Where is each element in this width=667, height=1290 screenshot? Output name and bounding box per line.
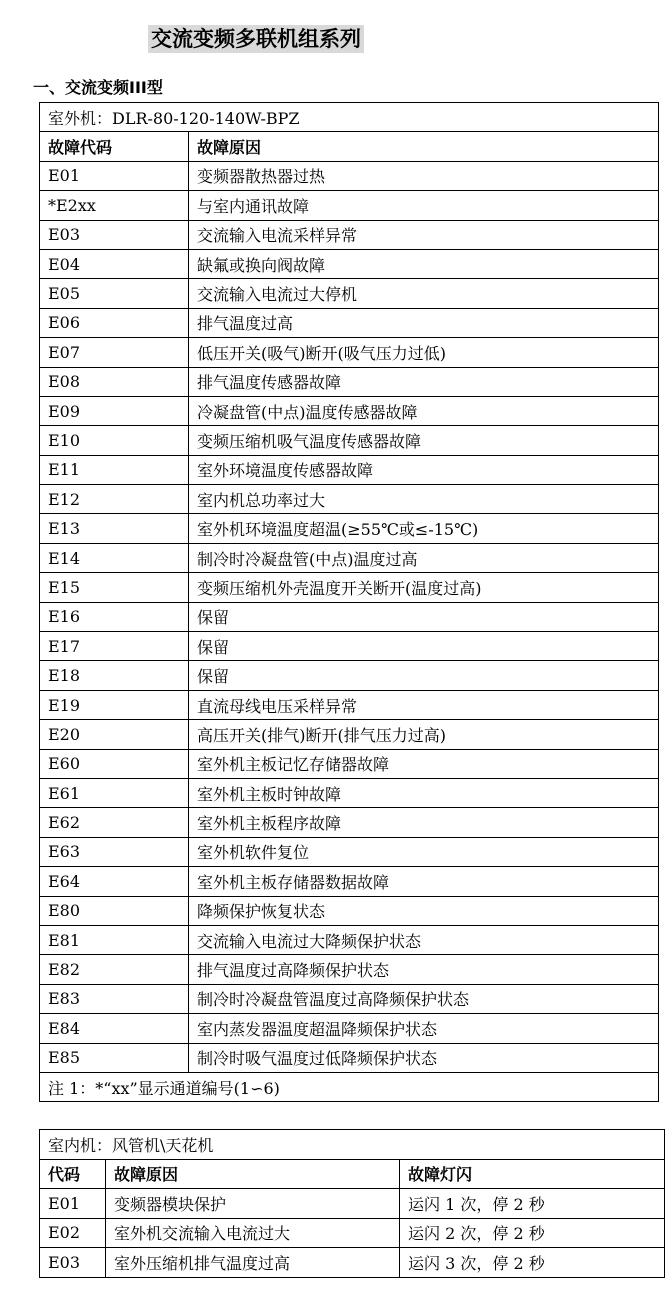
table-row [40,485,659,514]
table-row [40,984,659,1013]
table-row [40,867,659,896]
outdoor-fault-table [39,102,659,1102]
outdoor-note: 注 1：*“xx”显示通道编号(1∽6) [40,1072,659,1101]
table-row [40,661,659,690]
fault-code-cell: E01 [40,161,189,190]
table-row [40,1189,665,1219]
cause-cell: 室外机交流输入电流过大 [106,1218,400,1248]
header-cause: 故障原因 [106,1159,400,1189]
fault-cause-cell: 保留 [189,661,659,690]
fault-code-cell: *E2xx [40,191,189,220]
header-fault-cause: 故障原因 [189,132,659,161]
fault-cause-cell: 排气温度过高降频保护状态 [189,955,659,984]
table-row [40,543,659,572]
table-row [40,837,659,866]
fault-code-cell: E11 [40,455,189,484]
table-row [40,455,659,484]
indoor-header-row [40,1159,665,1189]
fault-code-cell: E07 [40,338,189,367]
table-row [40,514,659,543]
fault-code-cell: E19 [40,690,189,719]
fault-cause-cell: 直流母线电压采样异常 [189,690,659,719]
fault-code-cell: E80 [40,896,189,925]
table-row [40,249,659,278]
outdoor-caption: 室外机：DLR-80-120-140W-BPZ [40,103,659,132]
fault-code-cell: E84 [40,1014,189,1043]
fault-code-cell: E04 [40,249,189,278]
fault-code-cell: E13 [40,514,189,543]
fault-cause-cell: 室内蒸发器温度超温降频保护状态 [189,1014,659,1043]
table-row [40,1043,659,1072]
fault-cause-cell: 高压开关(排气)断开(排气压力过高) [189,720,659,749]
document-title: 交流变频多联机组系列 [148,25,364,53]
table-row [40,161,659,190]
table-row [40,808,659,837]
table-row [40,426,659,455]
fault-cause-cell: 排气温度过高 [189,308,659,337]
outdoor-header-row [40,132,659,161]
table-row [40,690,659,719]
table-row [40,573,659,602]
code-cell: E02 [40,1218,106,1248]
fault-cause-cell: 低压开关(吸气)断开(吸气压力过低) [189,338,659,367]
fault-cause-cell: 交流输入电流采样异常 [189,220,659,249]
table-row [40,220,659,249]
fault-code-cell: E60 [40,749,189,778]
cause-cell: 室外压缩机排气温度过高 [106,1248,400,1278]
fault-cause-cell: 交流输入电流过大停机 [189,279,659,308]
table-row [40,338,659,367]
fault-code-cell: E61 [40,778,189,807]
fault-code-cell: E62 [40,808,189,837]
indoor-caption-row [40,1130,665,1160]
table-row [40,367,659,396]
fault-cause-cell: 室外机主板存储器数据故障 [189,867,659,896]
fault-cause-cell: 室外环境温度传感器故障 [189,455,659,484]
blink-cell: 运闪 1 次，停 2 秒 [400,1189,665,1219]
fault-code-cell: E12 [40,485,189,514]
fault-code-cell: E82 [40,955,189,984]
fault-code-cell: E05 [40,279,189,308]
table-row [40,749,659,778]
fault-cause-cell: 变频压缩机外壳温度开关断开(温度过高) [189,573,659,602]
code-cell: E01 [40,1189,106,1219]
table-row [40,955,659,984]
table-row [40,1218,665,1248]
fault-cause-cell: 室外机环境温度超温(≥55℃或≤-15℃) [189,514,659,543]
table-row [40,191,659,220]
fault-code-cell: E81 [40,925,189,954]
fault-cause-cell: 制冷时冷凝盘管(中点)温度过高 [189,543,659,572]
table-row [40,1248,665,1278]
fault-cause-cell: 与室内通讯故障 [189,191,659,220]
table-row [40,925,659,954]
section-heading: 一、交流变频III型 [33,78,163,97]
fault-code-cell: E06 [40,308,189,337]
fault-code-cell: E16 [40,602,189,631]
fault-cause-cell: 变频压缩机吸气温度传感器故障 [189,426,659,455]
cause-cell: 变频器模块保护 [106,1189,400,1219]
indoor-fault-table [39,1129,665,1278]
table-row [40,602,659,631]
fault-code-cell: E64 [40,867,189,896]
fault-cause-cell: 排气温度传感器故障 [189,367,659,396]
fault-code-cell: E20 [40,720,189,749]
fault-cause-cell: 制冷时吸气温度过低降频保护状态 [189,1043,659,1072]
fault-cause-cell: 室内机总功率过大 [189,485,659,514]
fault-cause-cell: 室外机软件复位 [189,837,659,866]
table-row [40,720,659,749]
table-row [40,396,659,425]
blink-cell: 运闪 2 次，停 2 秒 [400,1218,665,1248]
fault-code-cell: E17 [40,632,189,661]
fault-code-cell: E63 [40,837,189,866]
fault-code-cell: E10 [40,426,189,455]
table-row [40,632,659,661]
fault-code-cell: E85 [40,1043,189,1072]
fault-cause-cell: 变频器散热器过热 [189,161,659,190]
fault-code-cell: E09 [40,396,189,425]
fault-cause-cell: 交流输入电流过大降频保护状态 [189,925,659,954]
fault-cause-cell: 室外机主板时钟故障 [189,778,659,807]
outdoor-note-row [40,1072,659,1101]
header-code: 代码 [40,1159,106,1189]
fault-code-cell: E03 [40,220,189,249]
fault-code-cell: E18 [40,661,189,690]
table-row [40,308,659,337]
fault-cause-cell: 制冷时冷凝盘管温度过高降频保护状态 [189,984,659,1013]
fault-code-cell: E83 [40,984,189,1013]
fault-code-cell: E08 [40,367,189,396]
fault-cause-cell: 保留 [189,632,659,661]
fault-cause-cell: 降频保护恢复状态 [189,896,659,925]
table-row [40,1014,659,1043]
fault-cause-cell: 室外机主板记忆存储器故障 [189,749,659,778]
fault-code-cell: E14 [40,543,189,572]
header-fault-code: 故障代码 [40,132,189,161]
blink-cell: 运闪 3 次，停 2 秒 [400,1248,665,1278]
fault-cause-cell: 冷凝盘管(中点)温度传感器故障 [189,396,659,425]
table-row [40,778,659,807]
table-row [40,896,659,925]
table-row [40,279,659,308]
fault-cause-cell: 保留 [189,602,659,631]
outdoor-caption-row [40,103,659,132]
fault-cause-cell: 室外机主板程序故障 [189,808,659,837]
code-cell: E03 [40,1248,106,1278]
indoor-caption: 室内机：风管机\天花机 [40,1130,665,1160]
header-blink: 故障灯闪 [400,1159,665,1189]
fault-cause-cell: 缺氟或换向阀故障 [189,249,659,278]
fault-code-cell: E15 [40,573,189,602]
